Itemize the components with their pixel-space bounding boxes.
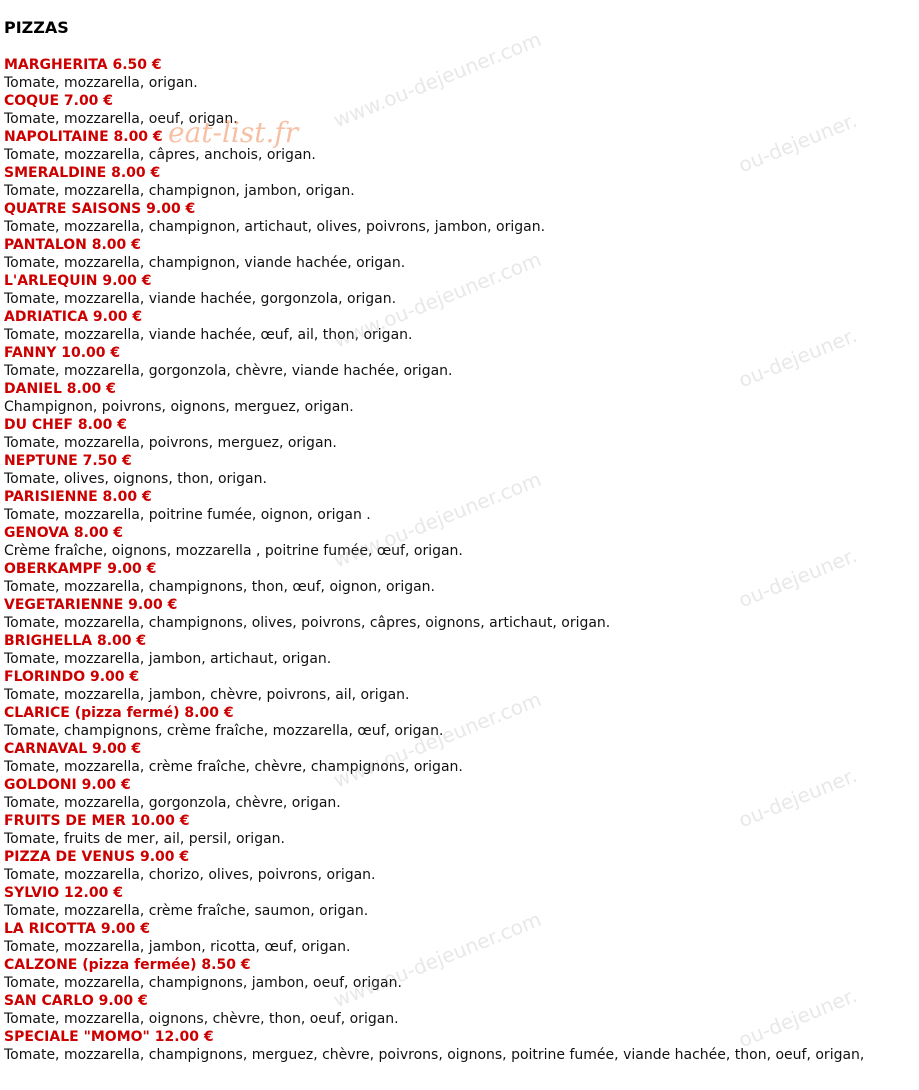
pizza-name: VEGETARIENNE 9.00 €	[4, 597, 178, 613]
pizza-ingredients: Tomate, mozzarella, champignons, thon, œuf, oignon, origan.	[4, 579, 435, 595]
pizza-name: PANTALON 8.00 €	[4, 237, 141, 253]
pizza-name: SMERALDINE 8.00 €	[4, 165, 161, 181]
ou-dejeuner-watermark: www.ou-dejeuner.com	[330, 686, 545, 793]
pizza-menu-list	[4, 56, 914, 1064]
pizza-ingredients: Tomate, mozzarella, gorgonzola, chèvre, viande hachée, origan.	[4, 363, 453, 379]
pizza-ingredients: Tomate, mozzarella, jambon, chèvre, poivrons, ail, origan.	[4, 687, 410, 703]
pizza-name: L'ARLEQUIN 9.00 €	[4, 273, 152, 289]
ou-dejeuner-watermark: ou-dejeuner.	[735, 983, 861, 1053]
pizza-name: SPECIALE "MOMO" 12.00 €	[4, 1029, 214, 1045]
pizza-name: DU CHEF 8.00 €	[4, 417, 128, 433]
eat-list-watermark: eat-list.fr	[168, 116, 299, 149]
menu-page	[4, 0, 914, 1064]
ou-dejeuner-watermark: www.ou-dejeuner.com	[330, 906, 545, 1013]
ou-dejeuner-watermark: www.ou-dejeuner.com	[330, 466, 545, 573]
pizza-ingredients: Tomate, mozzarella, champignon, viande hachée, origan.	[4, 255, 406, 271]
ou-dejeuner-watermark: ou-dejeuner.	[735, 763, 861, 833]
pizza-name: FLORINDO 9.00 €	[4, 669, 140, 685]
pizza-name: CARNAVAL 9.00 €	[4, 741, 142, 757]
pizza-name: SYLVIO 12.00 €	[4, 885, 123, 901]
pizza-ingredients: Tomate, mozzarella, câpres, anchois, origan.	[4, 147, 316, 163]
pizza-name: BRIGHELLA 8.00 €	[4, 633, 147, 649]
pizza-ingredients: Champignon, poivrons, oignons, merguez, origan.	[4, 399, 354, 415]
pizza-ingredients: Tomate, mozzarella, poivrons, merguez, origan.	[4, 435, 337, 451]
pizza-ingredients: Crème fraîche, oignons, mozzarella , poitrine fumée, œuf, origan.	[4, 543, 463, 559]
pizza-name: PIZZA DE VENUS 9.00 €	[4, 849, 190, 865]
pizza-ingredients: Tomate, mozzarella, jambon, artichaut, origan.	[4, 651, 332, 667]
page-title: PIZZAS	[4, 18, 69, 37]
ou-dejeuner-watermark: www.ou-dejeuner.com	[330, 246, 545, 353]
ou-dejeuner-watermark: ou-dejeuner.	[735, 543, 861, 613]
pizza-name: COQUE 7.00 €	[4, 93, 114, 109]
pizza-name: FANNY 10.00 €	[4, 345, 121, 361]
pizza-ingredients: Tomate, mozzarella, jambon, ricotta, œuf, origan.	[4, 939, 351, 955]
pizza-ingredients: Tomate, mozzarella, origan.	[4, 75, 198, 91]
pizza-ingredients: Tomate, mozzarella, poitrine fumée, oignon, origan .	[4, 507, 371, 523]
pizza-ingredients: Tomate, mozzarella, champignons, merguez, chèvre, poivrons, oignons, poitrine fumée, viande hachée, thon, oeuf, origan,	[4, 1047, 865, 1063]
pizza-name: GENOVA 8.00 €	[4, 525, 124, 541]
pizza-name: PARISIENNE 8.00 €	[4, 489, 152, 505]
pizza-ingredients: Tomate, mozzarella, viande hachée, gorgonzola, origan.	[4, 291, 397, 307]
pizza-ingredients: Tomate, mozzarella, champignons, jambon, oeuf, origan.	[4, 975, 402, 991]
pizza-ingredients: Tomate, mozzarella, chorizo, olives, poivrons, origan.	[4, 867, 376, 883]
pizza-name: GOLDONI 9.00 €	[4, 777, 131, 793]
pizza-ingredients: Tomate, mozzarella, champignons, olives, poivrons, câpres, oignons, artichaut, origan.	[4, 615, 611, 631]
pizza-ingredients: Tomate, mozzarella, oignons, chèvre, thon, oeuf, origan.	[4, 1011, 399, 1027]
pizza-ingredients: Tomate, olives, oignons, thon, origan.	[4, 471, 267, 487]
pizza-name: NEPTUNE 7.50 €	[4, 453, 132, 469]
pizza-ingredients: Tomate, mozzarella, champignon, jambon, origan.	[4, 183, 355, 199]
pizza-ingredients: Tomate, mozzarella, gorgonzola, chèvre, origan.	[4, 795, 341, 811]
pizza-name: LA RICOTTA 9.00 €	[4, 921, 150, 937]
pizza-name: NAPOLITAINE 8.00 €	[4, 129, 163, 145]
pizza-ingredients: Tomate, mozzarella, oeuf, origan.	[4, 111, 238, 127]
pizza-ingredients: Tomate, champignons, crème fraîche, mozzarella, œuf, origan.	[4, 723, 444, 739]
pizza-ingredients: Tomate, fruits de mer, ail, persil, origan.	[4, 831, 285, 847]
pizza-ingredients: Tomate, mozzarella, crème fraîche, chèvre, champignons, origan.	[4, 759, 463, 775]
pizza-name: DANIEL 8.00 €	[4, 381, 116, 397]
pizza-name: FRUITS DE MER 10.00 €	[4, 813, 190, 829]
ou-dejeuner-watermark: www.ou-dejeuner.com	[330, 26, 545, 133]
ou-dejeuner-watermark: ou-dejeuner.	[735, 108, 861, 178]
pizza-ingredients: Tomate, mozzarella, champignon, artichaut, olives, poivrons, jambon, origan.	[4, 219, 546, 235]
pizza-name: CLARICE (pizza fermé) 8.00 €	[4, 705, 234, 721]
ou-dejeuner-watermark: ou-dejeuner.	[735, 323, 861, 393]
pizza-ingredients: Tomate, mozzarella, viande hachée, œuf, ail, thon, origan.	[4, 327, 413, 343]
pizza-name: QUATRE SAISONS 9.00 €	[4, 201, 196, 217]
pizza-name: CALZONE (pizza fermée) 8.50 €	[4, 957, 251, 973]
pizza-name: MARGHERITA 6.50 €	[4, 57, 162, 73]
pizza-name: OBERKAMPF 9.00 €	[4, 561, 157, 577]
pizza-name: ADRIATICA 9.00 €	[4, 309, 143, 325]
pizza-name: SAN CARLO 9.00 €	[4, 993, 148, 1009]
pizza-ingredients: Tomate, mozzarella, crème fraîche, saumon, origan.	[4, 903, 369, 919]
